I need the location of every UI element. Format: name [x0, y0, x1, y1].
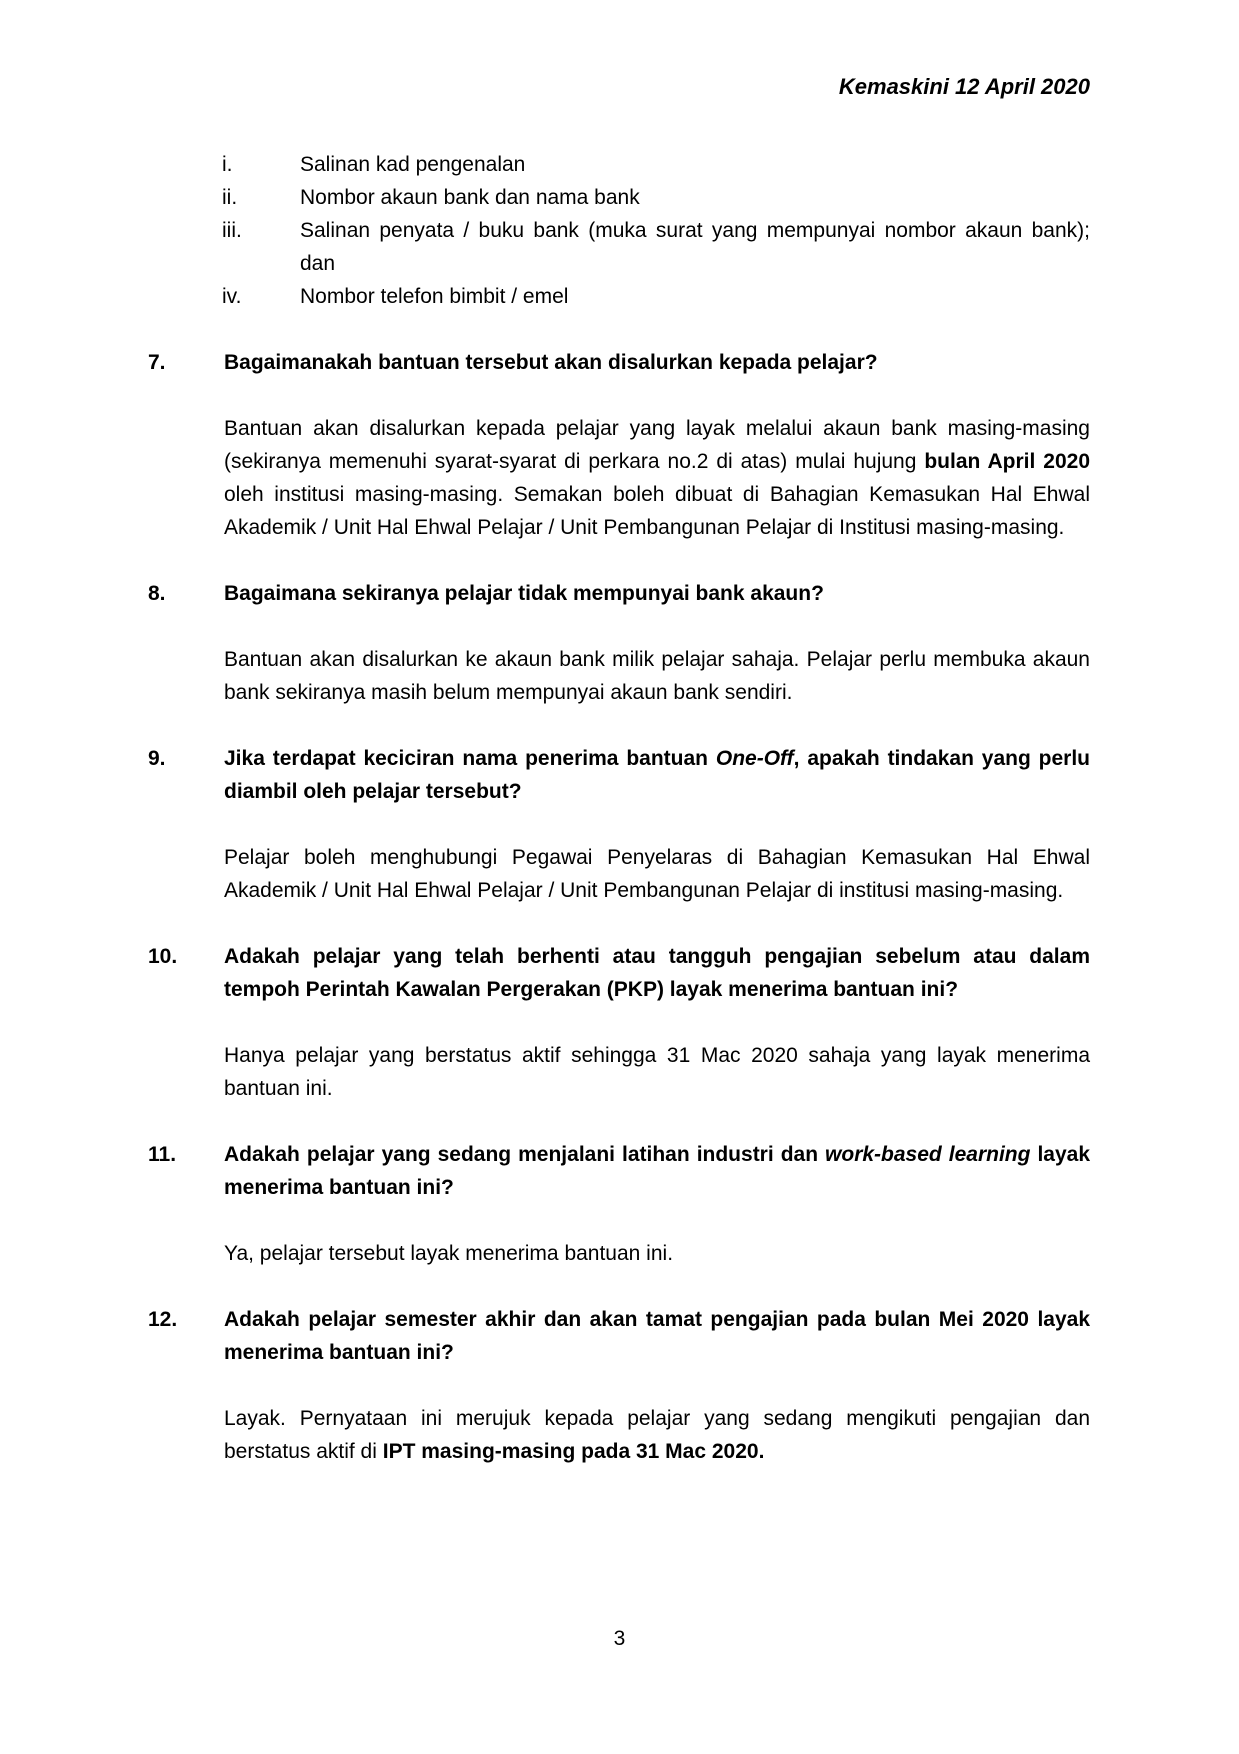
question-text: [224, 577, 1090, 610]
question-text: [224, 940, 1090, 1006]
list-item: [222, 181, 1090, 214]
question-segment: Adakah pelajar yang telah berhenti atau tangguh pengajian sebelum atau dalam tempoh Perintah Kawalan Pergerakan (PKP) layak menerima bantuan ini?: [224, 945, 1090, 1001]
page-number: 3: [613, 1627, 626, 1650]
question-number: 10.: [148, 945, 178, 968]
list-item-text: Nombor telefon bimbit / emel: [300, 285, 569, 308]
list-item: [222, 214, 1090, 280]
question-bold-italic-segment: work-based learning: [825, 1143, 1031, 1166]
faq-question-8: [148, 577, 1090, 610]
list-item-marker: i.: [222, 153, 233, 176]
question-number: 9.: [148, 747, 166, 770]
question-number: 8.: [148, 582, 166, 605]
answer-segment: Bantuan akan disalurkan kepada pelajar yang layak melalui akaun bank masing-masing (sekiranya memenuhi syarat-syarat di perkara no.2 di atas) mulai hujung: [224, 417, 1090, 473]
list-item-marker: iii.: [222, 219, 242, 242]
list-item: [222, 280, 1090, 313]
faq-answer-7: [224, 412, 1090, 544]
answer-segment: Pelajar boleh menghubungi Pegawai Penyelaras di Bahagian Kemasukan Hal Ehwal Akademik / Unit Hal Ehwal Pelajar / Unit Pembangunan Pelajar di institusi masing-masing.: [224, 846, 1090, 902]
faq-answer-9: [224, 841, 1090, 907]
question-segment: , apakah tindakan yang perlu diambil oleh pelajar tersebut?: [224, 747, 1090, 803]
list-item-marker: iv.: [222, 285, 242, 308]
question-segment: layak menerima bantuan ini?: [224, 1143, 1090, 1199]
answer-segment: Layak. Pernyataan ini merujuk kepada pelajar yang sedang mengikuti pengajian dan berstatus aktif di: [224, 1407, 1090, 1463]
faq-question-7: [148, 346, 1090, 379]
document-header: [0, 70, 1090, 103]
question-number: 7.: [148, 351, 166, 374]
required-documents-list: [148, 148, 1090, 313]
list-item-text: Salinan kad pengenalan: [300, 153, 526, 176]
list-item-marker: ii.: [222, 186, 238, 209]
faq-answer-8: [224, 643, 1090, 709]
list-item-text: Nombor akaun bank dan nama bank: [300, 186, 640, 209]
faq-question-11: [148, 1138, 1090, 1204]
answer-bold-segment: IPT masing-masing pada 31 Mac 2020.: [382, 1440, 765, 1463]
faq-answer-12: [224, 1402, 1090, 1468]
answer-bold-segment: bulan April 2020: [924, 450, 1091, 473]
question-segment: Adakah pelajar semester akhir dan akan tamat pengajian pada bulan Mei 2020 layak menerima bantuan ini?: [224, 1308, 1090, 1364]
answer-segment: oleh institusi masing-masing. Semakan boleh dibuat di Bahagian Kemasukan Hal Ehwal Akademik / Unit Hal Ehwal Pelajar / Unit Pembangunan Pelajar di Institusi masing-masing.: [224, 483, 1090, 539]
question-number: 11.: [148, 1143, 177, 1166]
question-segment: Adakah pelajar yang sedang menjalani latihan industri dan: [224, 1143, 826, 1166]
list-item: [222, 148, 1090, 181]
question-segment: Bagaimana sekiranya pelajar tidak mempunyai bank akaun?: [224, 582, 824, 605]
question-segment: Bagaimanakah bantuan tersebut akan disalurkan kepada pelajar?: [224, 351, 878, 374]
answer-segment: Hanya pelajar yang berstatus aktif sehingga 31 Mac 2020 sahaja yang layak menerima bantuan ini.: [224, 1044, 1090, 1100]
question-text: [224, 346, 1090, 379]
faq-answer-10: [224, 1039, 1090, 1105]
question-segment: Jika terdapat keciciran nama penerima bantuan: [224, 747, 716, 770]
faq-question-12: [148, 1303, 1090, 1369]
question-bold-italic-segment: One-Off: [715, 747, 794, 770]
list-item-text: Salinan penyata / buku bank (muka surat yang mempunyai nombor akaun bank); dan: [300, 219, 1090, 275]
faq-answer-11: [224, 1237, 1090, 1270]
faq-question-9: [148, 742, 1090, 808]
question-number: 12.: [148, 1308, 178, 1331]
question-text: [224, 1303, 1090, 1369]
answer-segment: Bantuan akan disalurkan ke akaun bank milik pelajar sahaja. Pelajar perlu membuka akaun bank sekiranya masih belum mempunyai akaun bank sendiri.: [224, 648, 1090, 704]
document-body: [148, 148, 1090, 1468]
faq-question-10: [148, 940, 1090, 1006]
question-text: [224, 1138, 1090, 1204]
answer-segment: Ya, pelajar tersebut layak menerima bantuan ini.: [224, 1242, 674, 1265]
question-text: [224, 742, 1090, 808]
revision-date-label: Kemaskini 12 April 2020: [838, 74, 1090, 99]
